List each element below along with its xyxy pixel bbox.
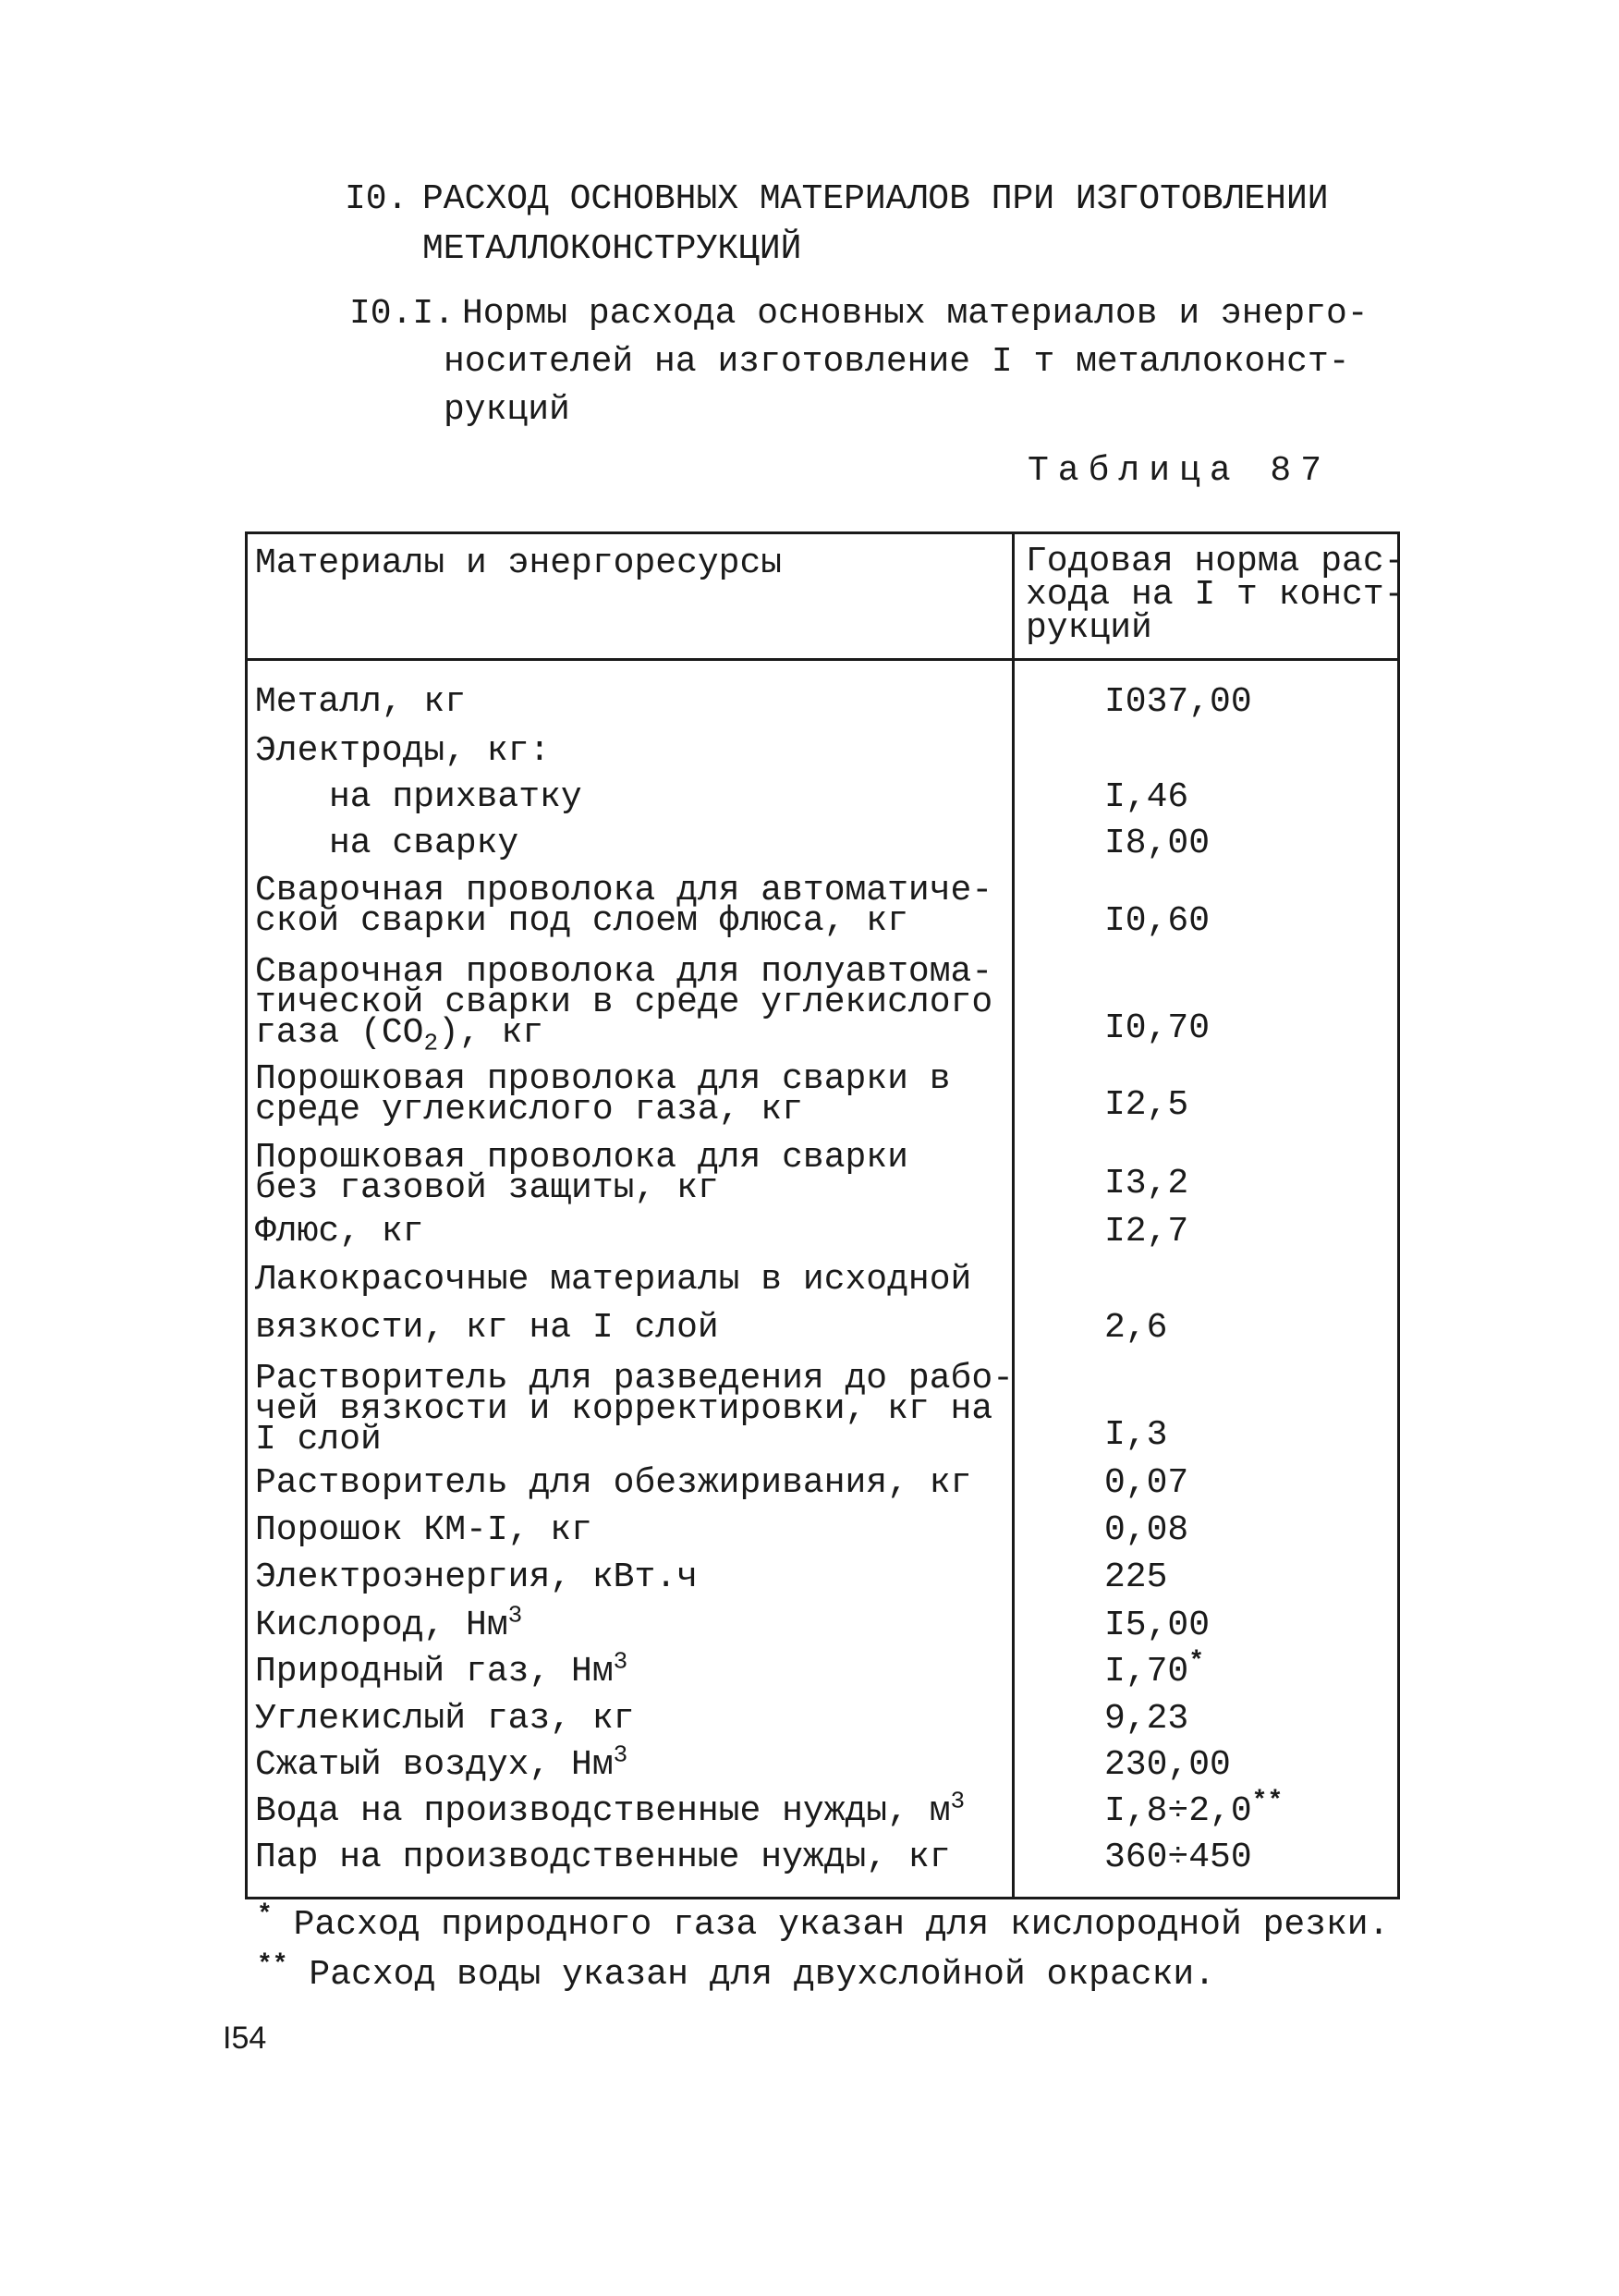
table-row-label: на прихватку <box>329 777 582 817</box>
section-title-line1: РАСХОД ОСНОВНЫХ МАТЕРИАЛОВ ПРИ ИЗГОТОВЛЕНИИ <box>422 179 1329 219</box>
column-divider <box>1012 531 1015 1899</box>
table-row-label: Растворитель для разведения до рабо- <box>255 1359 1014 1398</box>
table-row-value: 0,07 <box>1104 1463 1189 1503</box>
superscript: 3 <box>507 1601 523 1630</box>
header-col-materials: Материалы и энергоресурсы <box>255 543 783 583</box>
footnote-mark: * <box>257 1900 273 1930</box>
table-row-label: тической сварки в среде углекислого <box>255 983 993 1022</box>
footnote-mark: * <box>1188 1647 1205 1677</box>
table-row-value <box>1104 1787 1284 1831</box>
table-row-value: I8,00 <box>1104 824 1211 863</box>
footnote-1 <box>257 1900 1390 1945</box>
table-row-value: I2,5 <box>1104 1085 1189 1125</box>
subsection-line1: Нормы расхода основных материалов и энерго- <box>462 294 1369 334</box>
table-row-label: Металл, кг <box>255 682 467 722</box>
superscript: 3 <box>613 1740 628 1769</box>
table-row-value: I,3 <box>1104 1415 1168 1455</box>
table-caption: Таблица 87 <box>1028 451 1332 491</box>
subsection-number: I0.I. <box>349 294 456 334</box>
table-row-label <box>255 1013 544 1057</box>
section-title-line2: МЕТАЛЛОКОНСТРУКЦИЙ <box>422 229 802 269</box>
table-row-value: 2,6 <box>1104 1308 1168 1348</box>
section-number: I0. <box>345 179 408 219</box>
table-row-label <box>255 1787 966 1831</box>
footnote-text: Расход воды указан для двухслойной окраски. <box>309 1955 1215 1995</box>
table-row-value: 0,08 <box>1104 1510 1189 1550</box>
table-row-label: вязкости, кг на I слой <box>255 1308 719 1348</box>
table-row-label: Пар на производственные нужды, кг <box>255 1838 951 1877</box>
table-row-label: Электроэнергия, кВт.ч <box>255 1557 698 1597</box>
footnote-mark: ** <box>1251 1787 1284 1816</box>
table-row-label: на сварку <box>329 824 519 863</box>
table-row-label: Растворитель для обезжиривания, кг <box>255 1463 972 1503</box>
table-row-label <box>255 1740 628 1785</box>
table-row-value: I0,70 <box>1104 1008 1211 1048</box>
superscript: 3 <box>950 1787 966 1815</box>
table-row-label: Углекислый газ, кг <box>255 1699 635 1739</box>
row-label-part: ), кг <box>438 1013 544 1053</box>
footnote-2 <box>257 1950 1215 1995</box>
header-col-norm-line2: хода на I т конст- <box>1026 575 1406 615</box>
table-row-label: Электроды, кг: <box>255 731 551 771</box>
table-row-label: среде углекислого газа, кг <box>255 1090 803 1130</box>
footnote-text: Расход природного газа указан для кислородной резки. <box>293 1905 1390 1945</box>
table-row-value: I5,00 <box>1104 1606 1211 1645</box>
subsection-line2: носителей на изготовление I т металлоконст- <box>444 342 1350 382</box>
table-row-label: Порошок КМ-I, кг <box>255 1510 592 1550</box>
row-label-part: Кислород, Нм <box>255 1606 508 1645</box>
superscript: 3 <box>613 1647 628 1676</box>
table-row-label: ской сварки под слоем флюса, кг <box>255 901 908 941</box>
table-row-label: Порошковая проволока для сварки в <box>255 1059 951 1099</box>
row-label-part: Сжатый воздух, Нм <box>255 1745 614 1785</box>
subsection-line3: рукций <box>444 390 570 430</box>
table-row-value: 230,00 <box>1104 1745 1231 1785</box>
table-row-value: 9,23 <box>1104 1699 1189 1739</box>
table-row-label: Флюс, кг <box>255 1212 424 1252</box>
subscript: 2 <box>423 1029 439 1057</box>
value-part: I,70 <box>1104 1652 1189 1691</box>
table-row-value: I0,60 <box>1104 901 1211 941</box>
table-row-value: I3,2 <box>1104 1164 1189 1203</box>
page-number: I54 <box>223 2021 267 2056</box>
table-row-label <box>255 1601 523 1645</box>
table-row-label: чей вязкости и корректировки, кг на <box>255 1389 993 1429</box>
table-row-label: I слой <box>255 1420 382 1459</box>
footnote-mark: ** <box>257 1950 288 1980</box>
table-row-label: Порошковая проволока для сварки <box>255 1138 908 1178</box>
value-part: I,8÷2,0 <box>1104 1791 1252 1831</box>
header-col-norm-line1: Годовая норма рас- <box>1026 542 1406 581</box>
table-row-value: 225 <box>1104 1557 1168 1597</box>
table-row-value <box>1104 1647 1205 1691</box>
row-label-part: газа (CO <box>255 1013 424 1053</box>
table-row-label: Сварочная проволока для автоматиче- <box>255 871 993 910</box>
table-row-value: I037,00 <box>1104 682 1252 722</box>
header-divider <box>245 658 1400 661</box>
row-label-part: Природный газ, Нм <box>255 1652 614 1691</box>
header-col-norm-line3: рукций <box>1026 608 1152 648</box>
row-label-part: Вода на производственные нужды, м <box>255 1791 951 1831</box>
table-row-label: Сварочная проволока для полуавтома- <box>255 952 993 992</box>
table-row-label: без газовой защиты, кг <box>255 1168 719 1208</box>
table-row-value: I,46 <box>1104 777 1189 817</box>
table-row-label: Лакокрасочные материалы в исходной <box>255 1260 972 1300</box>
table-row-value: I2,7 <box>1104 1212 1189 1252</box>
table-row-value: 360÷450 <box>1104 1838 1252 1877</box>
table-row-label <box>255 1647 628 1691</box>
